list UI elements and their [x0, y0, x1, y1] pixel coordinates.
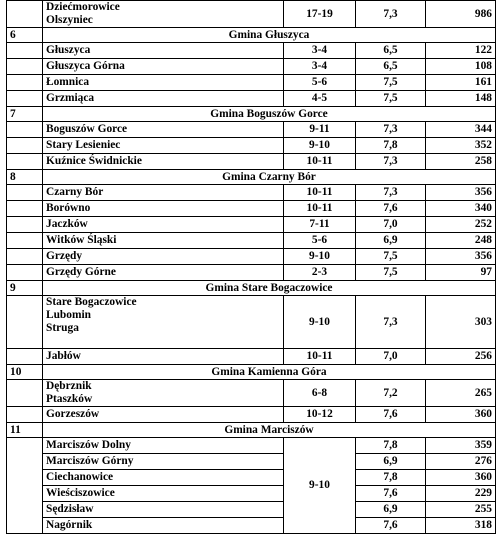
- value-cell: 7,5: [356, 265, 426, 281]
- locality-name: Łomnica: [46, 76, 90, 88]
- value-cell: 7,3: [356, 1, 426, 28]
- gmina-name-cell: Gmina Kamienna Góra: [43, 365, 496, 380]
- gmina-name-cell: Gmina Stare Bogaczowice: [43, 281, 496, 296]
- blank-number-cell: [7, 75, 43, 91]
- count-cell: 303: [426, 296, 496, 349]
- count-cell: 148: [426, 91, 496, 107]
- locality-name: Dziećmorowice: [46, 1, 120, 13]
- value-cell: 7,3: [356, 154, 426, 170]
- count-cell: 122: [426, 43, 496, 59]
- locality-cell: Ciechanowice: [43, 470, 284, 486]
- count-cell: 276: [426, 454, 496, 470]
- count-cell: 360: [426, 407, 496, 423]
- months-cell: 2-3: [284, 265, 356, 281]
- gmina-header-row: [7, 281, 496, 296]
- locality-name: Grzędy: [46, 250, 83, 262]
- count-cell: 256: [426, 349, 496, 365]
- months-cell: 10-11: [284, 154, 356, 170]
- blank-number-cell: [7, 122, 43, 138]
- locality-name: Olszyniec: [46, 14, 93, 26]
- count-cell: 340: [426, 201, 496, 217]
- value-cell: 6,9: [356, 502, 426, 518]
- blank-number-cell: [7, 438, 43, 534]
- value-cell: 6,5: [356, 43, 426, 59]
- table-row: [7, 233, 496, 249]
- months-cell: 10-11: [284, 201, 356, 217]
- locality-name: Kuźnice Świdnickie: [46, 155, 142, 167]
- row-number-cell: 9: [7, 281, 43, 296]
- blank-number-cell: [7, 138, 43, 154]
- row-number-cell: 8: [7, 170, 43, 185]
- count-cell: 360: [426, 470, 496, 486]
- locality-name: Czarny Bór: [46, 186, 104, 198]
- locality-name: Jaczków: [46, 218, 88, 230]
- blank-number-cell: [7, 407, 43, 423]
- gmina-header-row: [7, 28, 496, 43]
- count-cell: 318: [426, 518, 496, 534]
- locality-cell: [43, 59, 284, 75]
- gmina-header-row: [7, 107, 496, 122]
- count-cell: 356: [426, 249, 496, 265]
- value-cell: 6,9: [356, 454, 426, 470]
- count-cell: 97: [426, 265, 496, 281]
- locality-name: Lubomin: [46, 309, 91, 321]
- value-cell: 7,5: [356, 249, 426, 265]
- count-cell: 229: [426, 486, 496, 502]
- locality-name: Stare Bogaczowice: [46, 296, 137, 308]
- value-cell: 7,3: [356, 296, 426, 349]
- locality-name: Grzmiąca: [46, 92, 95, 104]
- value-cell: 7,0: [356, 349, 426, 365]
- blank-number-cell: [7, 43, 43, 59]
- count-cell: 108: [426, 59, 496, 75]
- gmina-name-cell: Gmina Głuszyca: [43, 28, 496, 43]
- locality-cell: [43, 233, 284, 249]
- table-row: [7, 349, 496, 365]
- months-cell: 9-10: [284, 249, 356, 265]
- table-row: [7, 380, 496, 407]
- months-cell: 5-6: [284, 233, 356, 249]
- table-row: [7, 185, 496, 201]
- locality-name: Struga: [46, 322, 79, 334]
- blank-number-cell: [7, 59, 43, 75]
- locality-cell: [43, 407, 284, 423]
- gmina-header-row: [7, 365, 496, 380]
- value-cell: 7,3: [356, 185, 426, 201]
- count-cell: 252: [426, 217, 496, 233]
- locality-name: Grzędy Górne: [46, 266, 116, 278]
- count-cell: 356: [426, 185, 496, 201]
- value-cell: 7,8: [356, 138, 426, 154]
- value-cell: 7,8: [356, 438, 426, 454]
- locality-cell: [43, 380, 284, 407]
- gmina-name-cell: Gmina Czarny Bór: [43, 170, 496, 185]
- blank-number-cell: [7, 91, 43, 107]
- blank-number-cell: [7, 249, 43, 265]
- table-body: [7, 1, 496, 534]
- months-cell: 9-11: [284, 122, 356, 138]
- value-cell: 7,2: [356, 380, 426, 407]
- locality-name: Głuszyca: [46, 44, 91, 56]
- table-row: [7, 438, 496, 454]
- table-row: [7, 1, 496, 28]
- count-cell: 986: [426, 1, 496, 28]
- table-row: [7, 122, 496, 138]
- locality-cell: [43, 296, 284, 349]
- table-row: [7, 217, 496, 233]
- row-number-cell: 11: [7, 423, 43, 438]
- row-number-cell: 6: [7, 28, 43, 43]
- blank-number-cell: [7, 380, 43, 407]
- locality-cell: [43, 154, 284, 170]
- table-row: [7, 296, 496, 349]
- table-row: [7, 43, 496, 59]
- locality-name: Dębrznik: [46, 380, 92, 392]
- blank-number-cell: [7, 217, 43, 233]
- locality-cell: [43, 201, 284, 217]
- locality-cell: Wieściszowice: [43, 486, 284, 502]
- locality-name: Witków Śląski: [46, 234, 117, 246]
- count-cell: 258: [426, 154, 496, 170]
- locality-cell: [43, 217, 284, 233]
- locality-cell: [43, 349, 284, 365]
- gmina-header-row: [7, 423, 496, 438]
- months-cell: 7-11: [284, 217, 356, 233]
- months-cell: 3-4: [284, 43, 356, 59]
- count-cell: 161: [426, 75, 496, 91]
- locality-name: Głuszyca Górna: [46, 60, 125, 72]
- locality-cell: Nagórnik: [43, 518, 284, 534]
- locality-name: Ptaszków: [46, 393, 93, 405]
- table-row: [7, 486, 496, 502]
- locality-cell: [43, 249, 284, 265]
- table-row: [7, 249, 496, 265]
- locality-cell: [43, 75, 284, 91]
- locality-cell: Marciszów Dolny: [43, 438, 284, 454]
- value-cell: 7,0: [356, 217, 426, 233]
- gmina-name-cell: Gmina Boguszów Gorce: [43, 107, 496, 122]
- table-row: [7, 138, 496, 154]
- table-row: [7, 265, 496, 281]
- months-cell: 6-8: [284, 380, 356, 407]
- blank-number-cell: [7, 1, 43, 28]
- months-cell: 5-6: [284, 75, 356, 91]
- blank-number-cell: [7, 349, 43, 365]
- locality-cell: [43, 122, 284, 138]
- count-cell: 359: [426, 438, 496, 454]
- months-cell: 10-11: [284, 185, 356, 201]
- blank-number-cell: [7, 154, 43, 170]
- locality-cell: Marciszów Górny: [43, 454, 284, 470]
- value-cell: 6,9: [356, 233, 426, 249]
- count-cell: 344: [426, 122, 496, 138]
- locality-cell: [43, 1, 284, 28]
- value-cell: 7,6: [356, 518, 426, 534]
- table-row: [7, 502, 496, 518]
- count-cell: 255: [426, 502, 496, 518]
- table-row: [7, 454, 496, 470]
- locality-name: Boguszów Gorce: [46, 123, 128, 135]
- months-cell: 10-11: [284, 349, 356, 365]
- locality-cell: [43, 43, 284, 59]
- table-row: [7, 154, 496, 170]
- table-row: [7, 470, 496, 486]
- value-cell: 7,6: [356, 201, 426, 217]
- locality-cell: [43, 265, 284, 281]
- gmina-name-cell: Gmina Marciszów: [43, 423, 496, 438]
- value-cell: 7,6: [356, 407, 426, 423]
- months-cell: 9-10: [284, 138, 356, 154]
- months-cell: 3-4: [284, 59, 356, 75]
- months-cell: 4-5: [284, 91, 356, 107]
- table-row: [7, 518, 496, 534]
- blank-number-cell: [7, 265, 43, 281]
- months-cell: 17-19: [284, 1, 356, 28]
- months-cell: 10-12: [284, 407, 356, 423]
- row-number-cell: 10: [7, 365, 43, 380]
- table-row: [7, 59, 496, 75]
- table-row: [7, 407, 496, 423]
- months-cell: 9-10: [284, 438, 356, 534]
- count-cell: 248: [426, 233, 496, 249]
- locality-cell: [43, 185, 284, 201]
- value-cell: 7,5: [356, 91, 426, 107]
- value-cell: 7,5: [356, 75, 426, 91]
- gmina-header-row: [7, 170, 496, 185]
- locality-name: Gorzeszów: [46, 408, 100, 420]
- locality-cell: Sędzisław: [43, 502, 284, 518]
- spacer-line: [46, 335, 280, 348]
- months-cell: 9-10: [284, 296, 356, 349]
- row-number-cell: 7: [7, 107, 43, 122]
- locality-name: Jabłów: [46, 350, 81, 362]
- table-row: [7, 91, 496, 107]
- count-cell: 265: [426, 380, 496, 407]
- table-row: [7, 75, 496, 91]
- count-cell: 352: [426, 138, 496, 154]
- blank-number-cell: [7, 185, 43, 201]
- value-cell: 7,6: [356, 486, 426, 502]
- table-row: [7, 201, 496, 217]
- locality-cell: [43, 138, 284, 154]
- blank-number-cell: [7, 233, 43, 249]
- value-cell: 6,5: [356, 59, 426, 75]
- locality-name: Stary Lesieniec: [46, 139, 121, 151]
- data-table: [6, 0, 496, 534]
- blank-number-cell: [7, 296, 43, 349]
- value-cell: 7,8: [356, 470, 426, 486]
- locality-name: Borówno: [46, 202, 91, 214]
- blank-number-cell: [7, 201, 43, 217]
- locality-cell: [43, 91, 284, 107]
- value-cell: 7,3: [356, 122, 426, 138]
